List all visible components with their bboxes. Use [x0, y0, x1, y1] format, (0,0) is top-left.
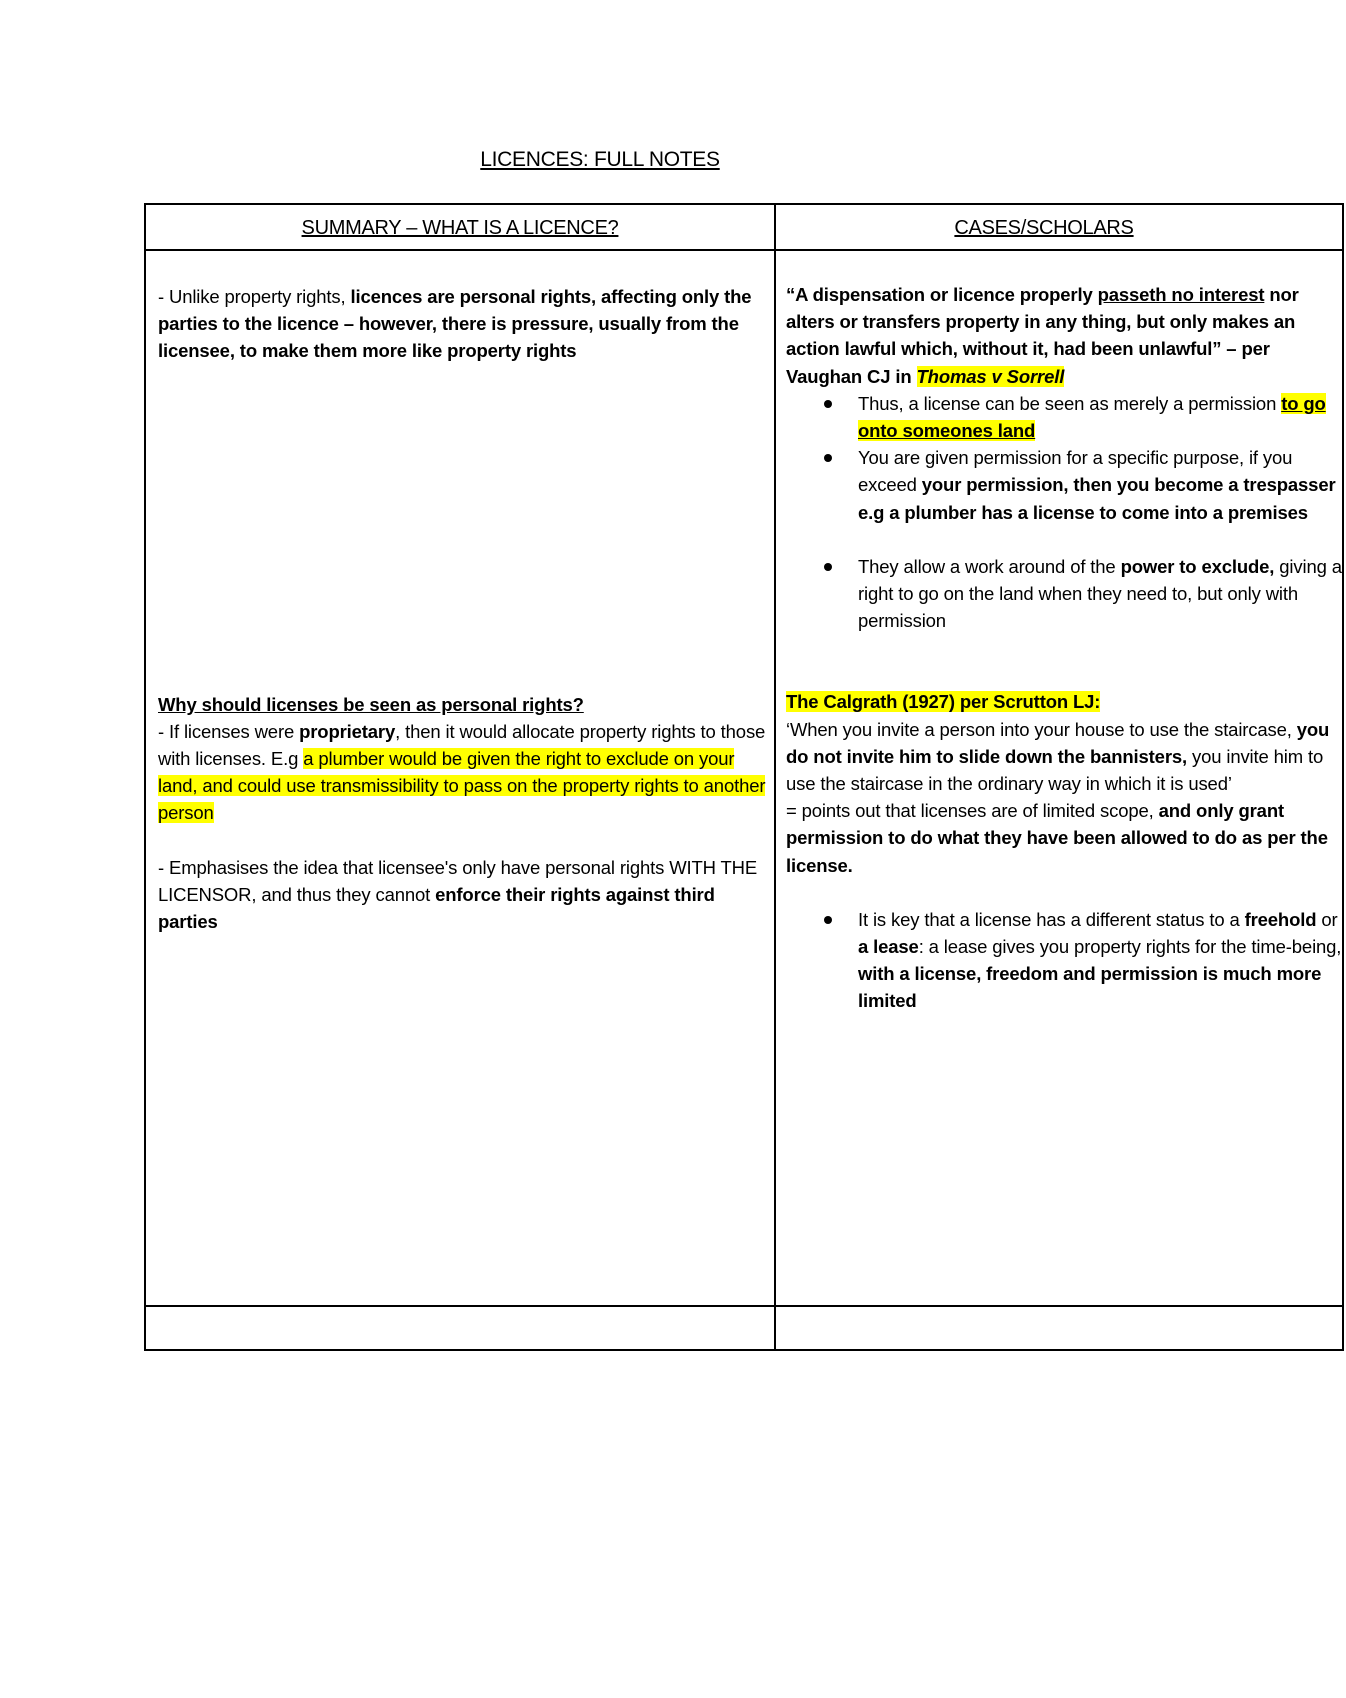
calgrath-heading: The Calgrath (1927) per Scrutton LJ:: [786, 691, 1101, 713]
notes-table: [144, 203, 1344, 1351]
bottom-row-divider: [146, 1305, 1342, 1307]
licence-bullets: [786, 390, 1346, 635]
summary-cell: [158, 283, 770, 935]
header-summary: SUMMARY – WHAT IS A LICENCE?: [301, 217, 619, 239]
list-item: They allow a work around of the power to exclude, giving a right to go on the land when they need to, but only with permission: [786, 553, 1346, 635]
bullet-icon: [824, 454, 832, 462]
proprietary-paragraph: - If licenses were proprietary, then it would allocate property rights to those with licenses. E.g a plumber would be given the right to exclude on your land, and could use transmissibility to pass on the property rights to another person: [158, 720, 766, 824]
list-item: It is key that a license has a different status to a freehold or a lease: a lease gives you property rights for the time-being, with a license, freedom and permission is much more limited: [786, 906, 1346, 1015]
cases-cell: [786, 281, 1346, 1015]
vaughan-quote: “A dispensation or licence properly passeth no interest nor alters or transfers property in any thing, but only makes an action lawful which, without it, had been unlawful” – per Vaughan CJ in Thomas v Sorrell: [786, 284, 1299, 387]
licensor-paragraph: - Emphasises the idea that licensee's only have personal rights WITH THE LICENSOR, and thus they cannot enforce their rights against third parties: [158, 856, 758, 933]
column-divider: [774, 205, 776, 1349]
bullet-icon: [824, 916, 832, 924]
summary-paragraph: - Unlike property rights, licences are personal rights, affecting only the parties to the licence – however, there is pressure, usually from the licensee, to make them more like property rights: [158, 286, 752, 362]
bullet-icon: [824, 400, 832, 408]
case-name-highlight: Thomas v Sorrell: [916, 365, 1065, 387]
calgrath-comment: = points out that licenses are of limited scope, and only grant permission to do what they have been allowed to do as per the license.: [786, 800, 1328, 876]
document-title: LICENCES: FULL NOTES: [480, 148, 720, 171]
highlight: a plumber would be given the right to exclude on your land, and could use transmissibility to pass on the property rights to another person: [158, 748, 766, 824]
list-item: Thus, a license can be seen as merely a permission to go onto someones land: [786, 390, 1346, 444]
header-cases: CASES/SCHOLARS: [954, 217, 1134, 239]
personal-rights-heading: Why should licenses be seen as personal rights?: [158, 693, 584, 715]
list-item: You are given permission for a specific purpose, if you exceed your permission, then you become a trespasser e.g a plumber has a license to come into a premises: [786, 444, 1346, 526]
calgrath-quote: ‘When you invite a person into your house to use the staircase, you do not invite him to slide down the bannisters, you invite him to use the staircase in the ordinary way in which it is used’: [786, 718, 1330, 795]
bullet-icon: [824, 563, 832, 571]
status-bullets: [786, 906, 1346, 1015]
